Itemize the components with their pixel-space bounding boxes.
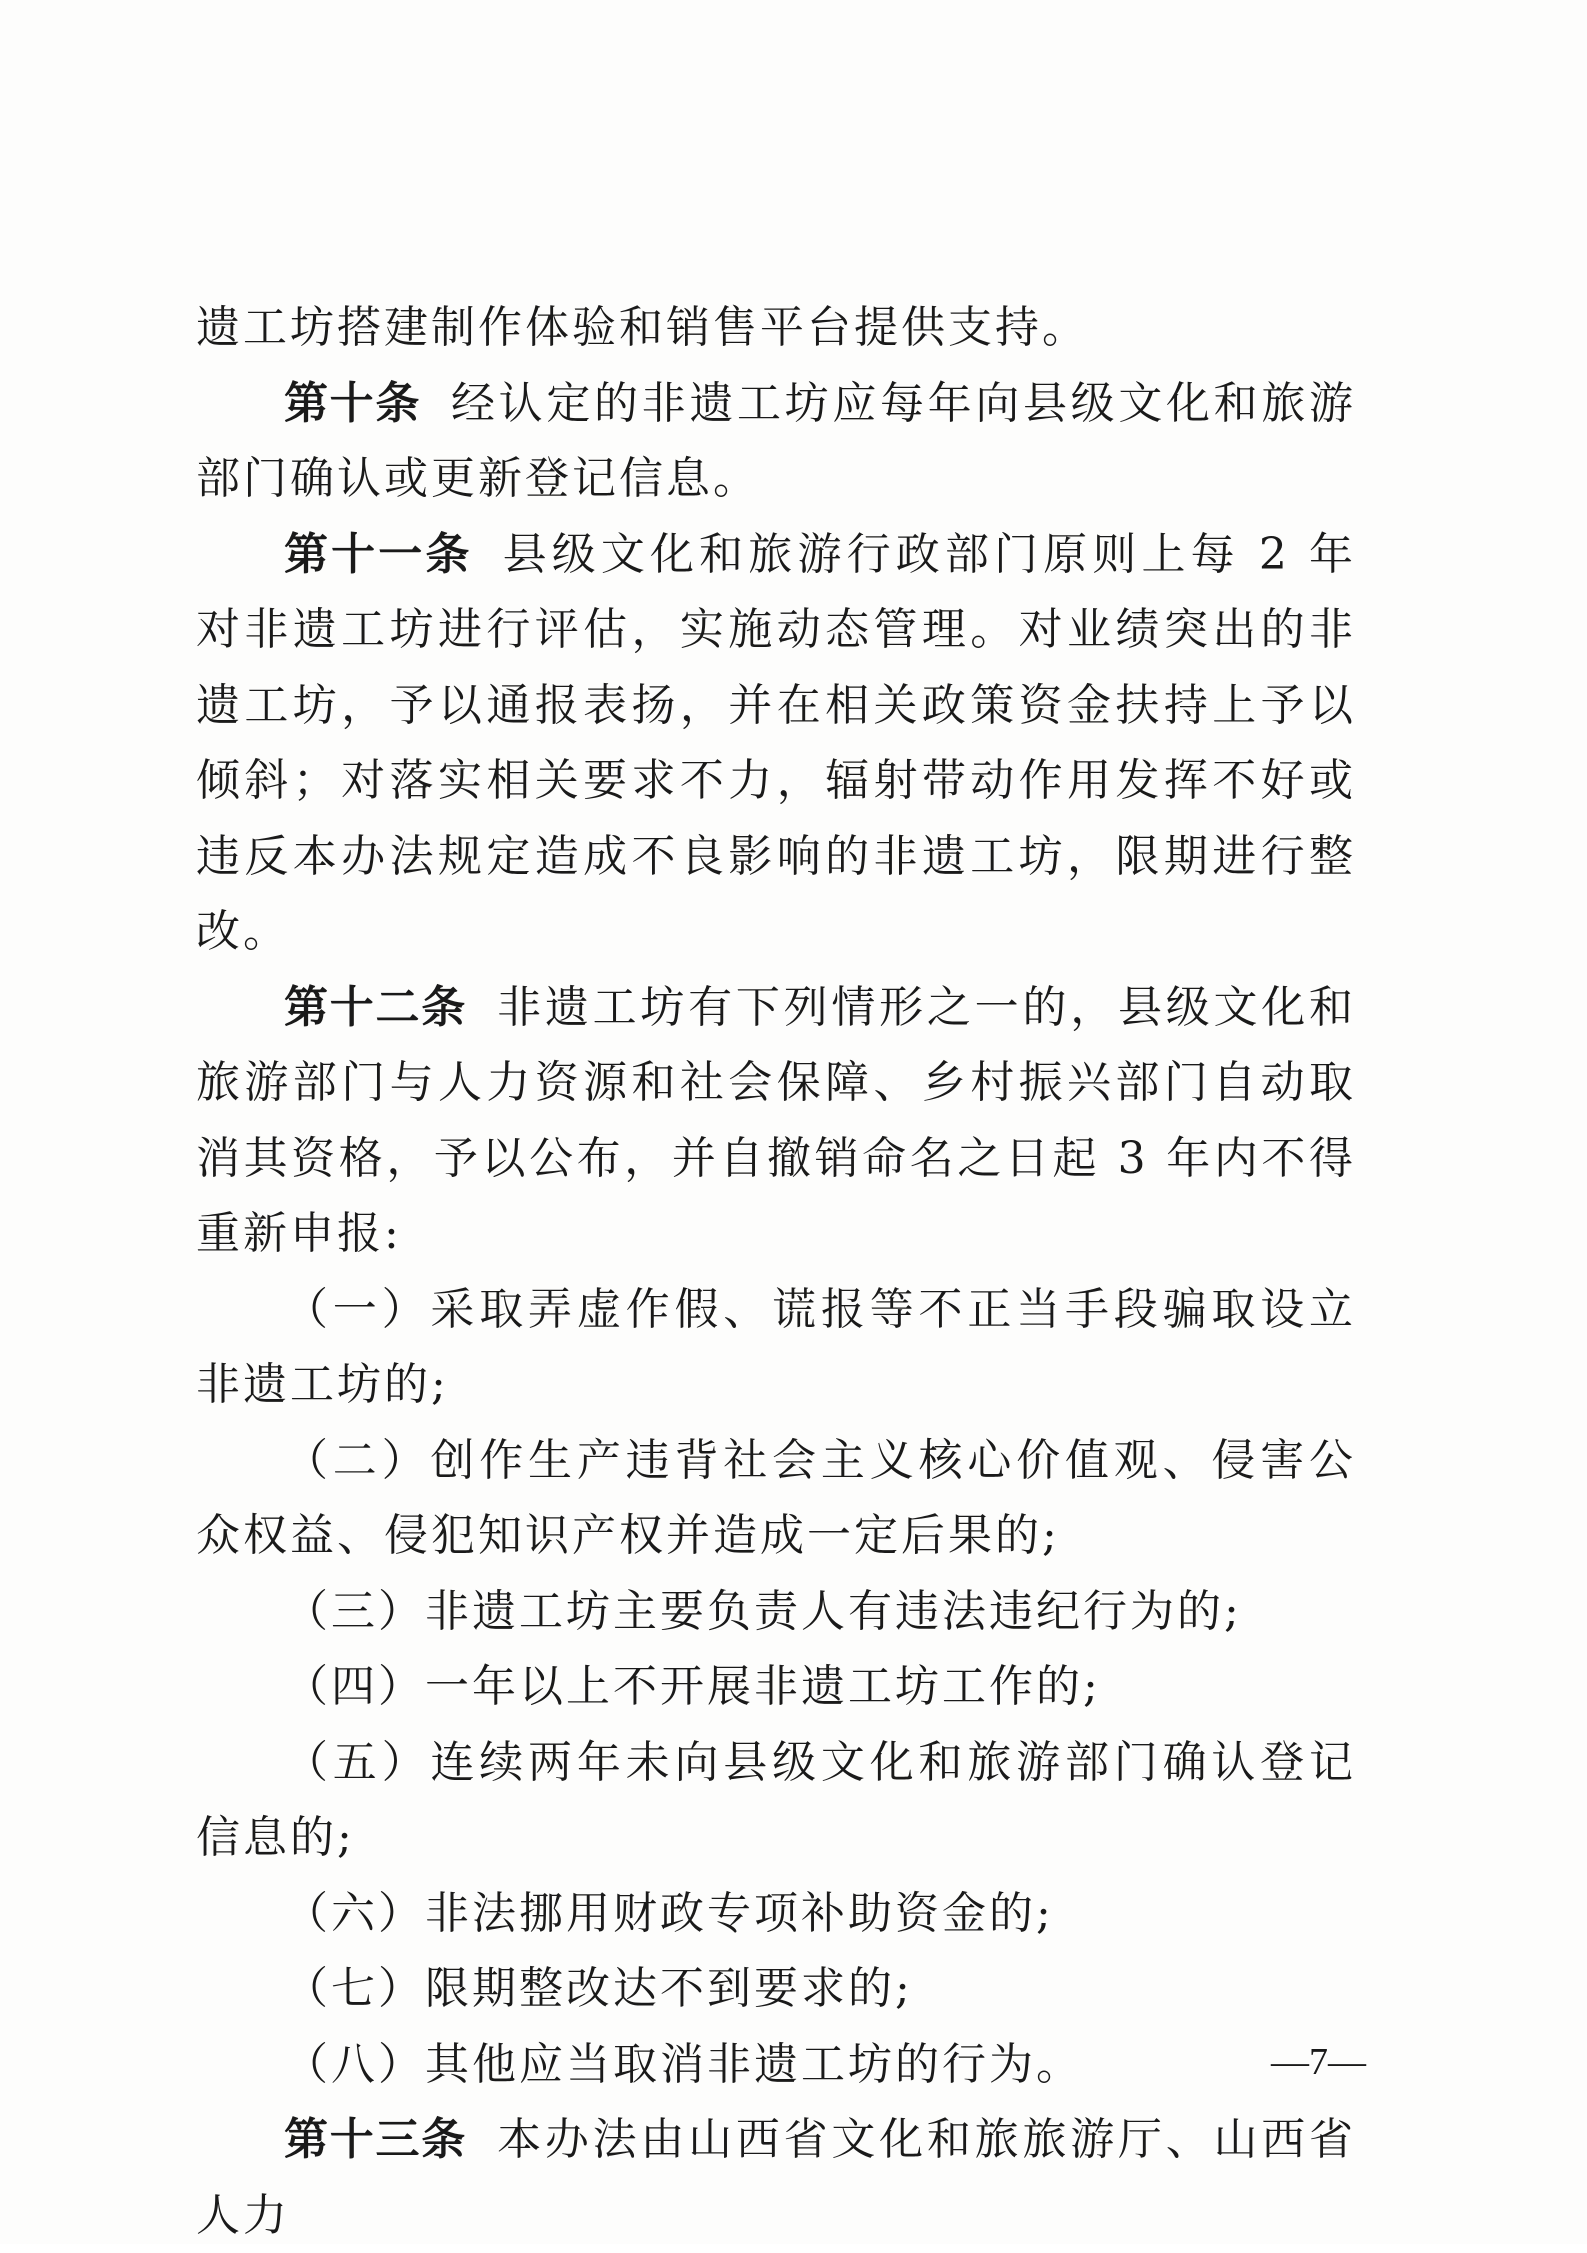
list-item [196, 1951, 1356, 2027]
paragraph-text: 本办法由山西省文化和旅旅游厅、山西省人力 [196, 2114, 1357, 2241]
document-body [196, 290, 1356, 2253]
page-number: —7— [1271, 2041, 1366, 2083]
article-11 [196, 517, 1356, 970]
article-number: 第十二条 [284, 981, 468, 1033]
list-item-text: （二）创作生产违背社会主义核心价值观、侵害公众权益、侵犯知识产权并造成一定后果的; [196, 1434, 1356, 1561]
article-12 [196, 970, 1356, 1272]
list-item [196, 1649, 1356, 1725]
list-item [196, 1272, 1356, 1423]
paragraph-continuation [196, 290, 1356, 366]
article-number: 第十条 [284, 377, 421, 429]
list-item-text: （三）非遗工坊主要负责人有违法违纪行为的; [284, 1585, 1242, 1637]
article-number: 第十一条 [284, 528, 473, 580]
list-item-text: （四）一年以上不开展非遗工坊工作的; [284, 1661, 1101, 1712]
paragraph-text: 县级文化和旅游行政部门原则上每 2 年对非遗工坊进行评估，实施动态管理。对业绩突出的非遗工坊，予以通报表扬，并在相关政策资金扶持上予以倾斜；对落实相关要求不力，辐射带动作用发挥不好或违反本办法规定造成不良影响的非遗工坊，限期进行整改。 [196, 528, 1356, 957]
list-item [196, 1574, 1356, 1650]
paragraph-text: 遗工坊搭建制作体验和销售平台提供支持。 [196, 302, 1089, 353]
paragraph-text: 非遗工坊有下列情形之一的，县级文化和旅游部门与人力资源和社会保障、乡村振兴部门自动取消其资格，予以公布，并自撤销命名之日起 3 年内不得重新申报: [196, 981, 1357, 1259]
list-item [196, 1423, 1356, 1574]
list-item-text: （五）连续两年未向县级文化和旅游部门确认登记信息的; [196, 1736, 1356, 1863]
list-item [196, 1876, 1356, 1952]
list-item [196, 1725, 1356, 1876]
list-item-text: （八）其他应当取消非遗工坊的行为。 [284, 2038, 1083, 2090]
article-number: 第十三条 [284, 2114, 468, 2165]
article-10 [196, 366, 1356, 517]
article-13 [196, 2102, 1356, 2253]
list-item [196, 2027, 1356, 2103]
list-item-text: （六）非法挪用财政专项补助资金的; [284, 1887, 1054, 1939]
list-item-text: （一）采取弄虚作假、谎报等不正当手段骗取设立非遗工坊的; [196, 1283, 1356, 1410]
paragraph-text: 经认定的非遗工坊应每年向县级文化和旅游部门确认或更新登记信息。 [196, 377, 1356, 504]
list-item-text: （七）限期整改达不到要求的; [284, 1963, 913, 2014]
